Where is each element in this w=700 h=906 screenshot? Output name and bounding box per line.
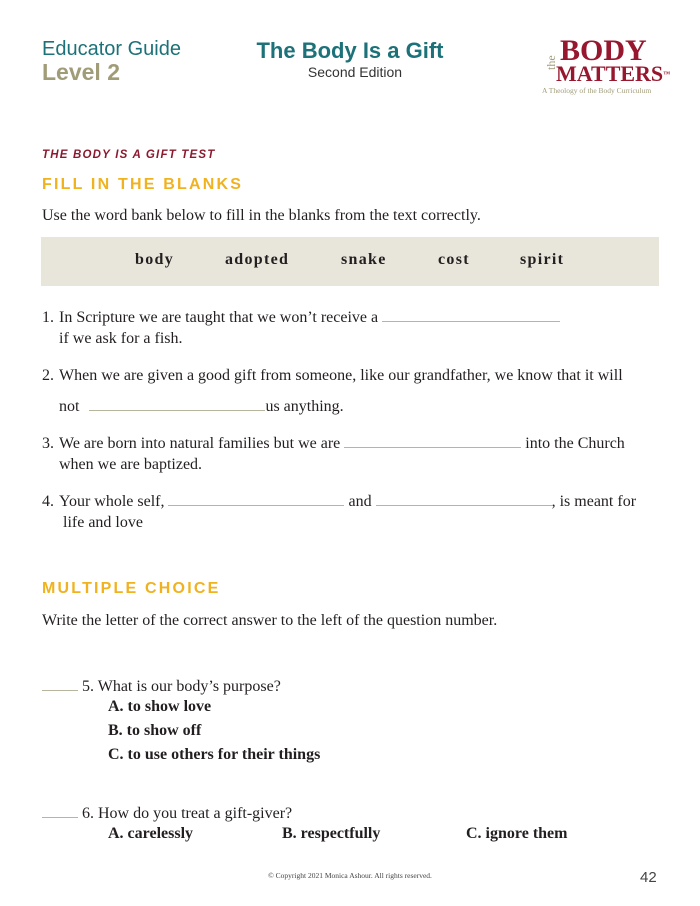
question-number: 1. [42,309,54,326]
answer-blank[interactable] [89,396,265,411]
word-bank-item: cost [438,251,470,268]
multiple-choice-instructions: Write the letter of the correct answer to the left of the question number. [42,612,498,629]
option-5c: C. to use others for their things [108,746,321,763]
answer-blank[interactable] [344,433,521,448]
question-text: In Scripture we are taught that we won’t receive a [59,309,379,326]
logo-body: BODY [560,34,647,67]
guide-label: Educator Guide [42,38,181,60]
copyright: © Copyright 2021 Monica Ashour. All rights reserved. [268,871,432,880]
word-bank [41,237,659,286]
question-text-cont: if we ask for a fish. [59,330,183,347]
question-number: 2. [42,367,54,384]
document-title: The Body Is a Gift [256,38,444,63]
question-number: 3. [42,435,54,452]
test-title: THE BODY IS A GIFT TEST [42,149,216,161]
fill-in-instructions: Use the word bank below to fill in the blanks from the text correctly. [42,207,481,224]
question-number: 6. [82,805,94,822]
edition-label: Second Edition [307,64,403,80]
question-text: not [59,398,80,415]
question-text: How do you treat a gift-giver? [98,805,293,822]
question-text: What is our body’s purpose? [97,678,281,695]
question-5 [42,676,281,697]
fill-in-heading: FILL IN THE BLANKS [42,176,244,193]
option-5b: B. to show off [108,722,202,739]
brand-logo [540,34,671,98]
question-number: 4. [42,493,54,510]
logo-tagline: A Theology of the Body Curriculum [542,86,652,95]
question-1 [42,307,560,349]
logo-matters [556,62,670,86]
question-text-cont: when we are baptized. [59,456,203,473]
option-5a: A. to show love [108,698,212,715]
answer-blank[interactable] [168,491,344,506]
word-bank-item: snake [341,251,387,268]
answer-blank[interactable] [376,491,552,506]
question-text-cont: life and love [63,514,143,531]
question-text: into the Church [525,435,625,452]
question-text: When we are given a good gift from someone, like our grandfather, we know that it will [59,367,623,384]
question-6 [42,803,292,824]
word-bank-item: body [135,251,174,268]
level-label: Level 2 [42,59,120,85]
page-number: 42 [640,869,657,886]
question-text: We are born into natural families but we are [59,435,341,452]
question-number: 5. [82,678,94,695]
question-text-cont: us anything. [265,398,344,415]
question-text: Your whole self, [59,493,165,510]
word-bank-item: adopted [225,251,290,268]
answer-blank[interactable] [382,307,560,322]
question-2-line2 [42,396,344,417]
question-text: , is meant for [551,493,637,510]
question-4 [42,491,636,533]
question-2 [42,365,623,386]
logo-the: the [544,55,558,70]
logo-matters-text: MATTERS [556,61,664,86]
multiple-choice-heading: MULTIPLE CHOICE [42,580,221,597]
answer-blank[interactable] [42,803,78,818]
question-text: and [348,493,372,510]
logo-tm: ™ [663,70,671,78]
answer-blank[interactable] [42,676,78,691]
question-3 [42,433,625,475]
option-6b: B. respectfully [282,825,381,842]
option-6c: C. ignore them [466,825,568,842]
option-6a: A. carelessly [108,825,194,842]
word-bank-item: spirit [520,251,565,268]
